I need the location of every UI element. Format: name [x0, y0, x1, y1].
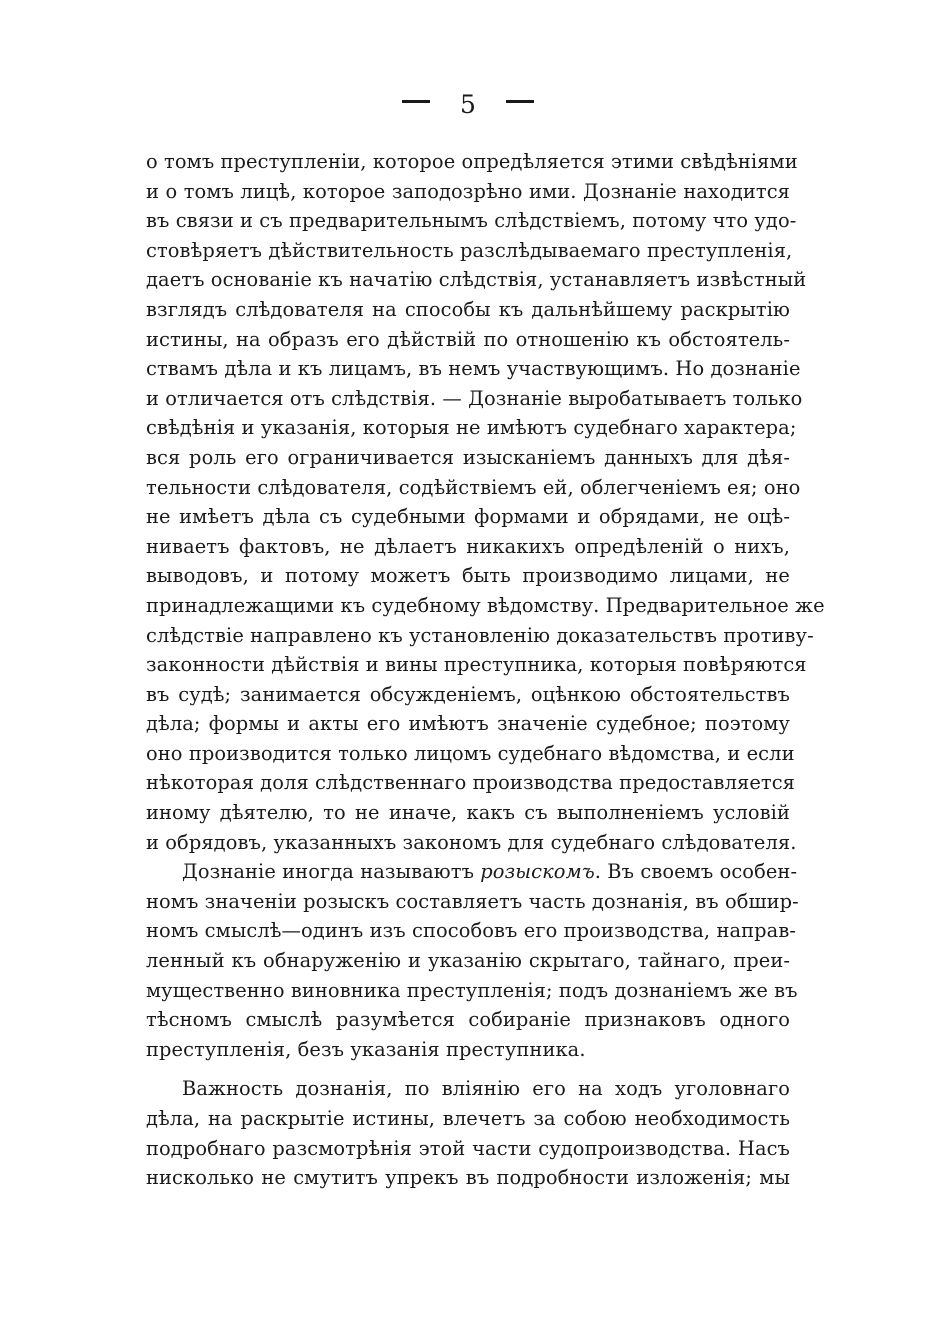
body-text — [146, 147, 825, 1193]
text-line: ниваетъ фактовъ, не дѣлаетъ никакихъ опредѣленій о нихъ, — [146, 534, 790, 558]
text-line: нисколько не смутитъ упрекъ въ подробности изложенія; мы — [146, 1166, 790, 1190]
text-line-with-italic — [146, 857, 798, 887]
text-line: и отличается отъ слѣдствія. — Дознаніе выробатываетъ только — [146, 386, 803, 410]
text-line: иному дѣятелю, то не иначе, какъ съ выполненіемъ условій — [146, 801, 790, 825]
paragraph-1 — [146, 147, 825, 857]
text-line: законности дѣйствія и вины преступника, которыя повѣряются — [146, 653, 807, 677]
paragraph-gap — [146, 1064, 790, 1074]
text-line: нѣкоторая доля слѣдственнаго производства предоставляется — [146, 771, 796, 795]
text-line: вся роль его ограничивается изысканіемъ данныхъ для дѣя- — [146, 445, 790, 469]
paragraph-2 — [146, 857, 799, 1064]
header-dash-left — [402, 100, 430, 103]
text-line: оно производится только лицомъ судебнаго вѣдомства, и если — [146, 741, 795, 765]
text-line: взглядъ слѣдователя на способы къ дальнѣйшему раскрытію — [146, 297, 790, 321]
text-line: свѣдѣнія и указанія, которыя не имѣютъ судебнаго характера; — [146, 416, 797, 440]
text-line: номъ смыслѣ—одинъ изъ способовъ его производства, направ- — [146, 919, 796, 943]
header-dash-right — [506, 100, 534, 103]
text-line: тѣсномъ смыслѣ разумѣется собираніе признаковъ одного — [146, 1008, 790, 1032]
text-run: Дознаніе иногда называютъ — [182, 860, 481, 884]
text-line: не имѣетъ дѣла съ судебными формами и обрядами, не оцѣ- — [146, 505, 790, 529]
text-line: ствамъ дѣла и къ лицамъ, въ немъ участвующимъ. Но дознаніе — [146, 357, 801, 381]
text-line: и обрядовъ, указанныхъ закономъ для судебнаго слѣдователя. — [146, 830, 797, 854]
text-line: номъ значеніи розыскъ составляетъ часть дознанія, въ обшир- — [146, 889, 799, 913]
paragraph-3 — [146, 1074, 790, 1192]
text-line: выводовъ, и потому можетъ быть производимо лицами, не — [146, 564, 790, 588]
text-line: ленный къ обнаруженію и указанію скрытаго, тайнаго, преи- — [146, 949, 790, 973]
text-line: Важность дознанія, по вліянію его на ходъ уголовнаго — [182, 1077, 790, 1101]
page-header — [0, 88, 936, 128]
text-line: дѣла, на раскрытіе истины, влечетъ за собою необходимость — [146, 1107, 790, 1130]
text-line: преступленія, безъ указанія преступника. — [146, 1037, 586, 1061]
text-line: о томъ преступленіи, которое опредѣляется этими свѣдѣніями — [146, 150, 798, 173]
text-line: слѣдствіе направлено къ установленію доказательствъ противу- — [146, 623, 814, 647]
text-line: подробнаго разсмотрѣнія этой части судопроизводства. Насъ — [146, 1136, 790, 1160]
italic-term: розыскомъ — [480, 860, 595, 884]
text-run: . Въ своемъ особен- — [594, 860, 798, 884]
page-number: 5 — [460, 90, 476, 119]
text-line: мущественно виновника преступленія; подъ дознаніемъ же въ — [146, 978, 798, 1002]
text-line: въ связи и съ предварительнымъ слѣдствіемъ, потому что удо- — [146, 209, 797, 233]
text-line: стовѣряетъ дѣйствительность разслѣдываемаго преступленія, — [146, 238, 793, 262]
text-line: даетъ основаніе къ начатію слѣдствія, устанавляетъ извѣстный — [146, 268, 807, 292]
text-line: принадлежащими къ судебному вѣдомству. Предварительное же — [146, 593, 825, 617]
text-line: въ судѣ; занимается обсужденіемъ, оцѣнкою обстоятельствъ — [146, 682, 790, 706]
text-line: дѣла; формы и акты его имѣютъ значеніе судебное; поэтому — [146, 712, 790, 736]
text-line: истины, на образъ его дѣйствій по отношенію къ обстоятель- — [146, 327, 790, 351]
text-line: и о томъ лицѣ, которое заподозрѣно ими. Дознаніе находится — [146, 179, 790, 203]
text-line: тельности слѣдователя, содѣйствіемъ ей, облегченіемъ ея; оно — [146, 475, 801, 499]
